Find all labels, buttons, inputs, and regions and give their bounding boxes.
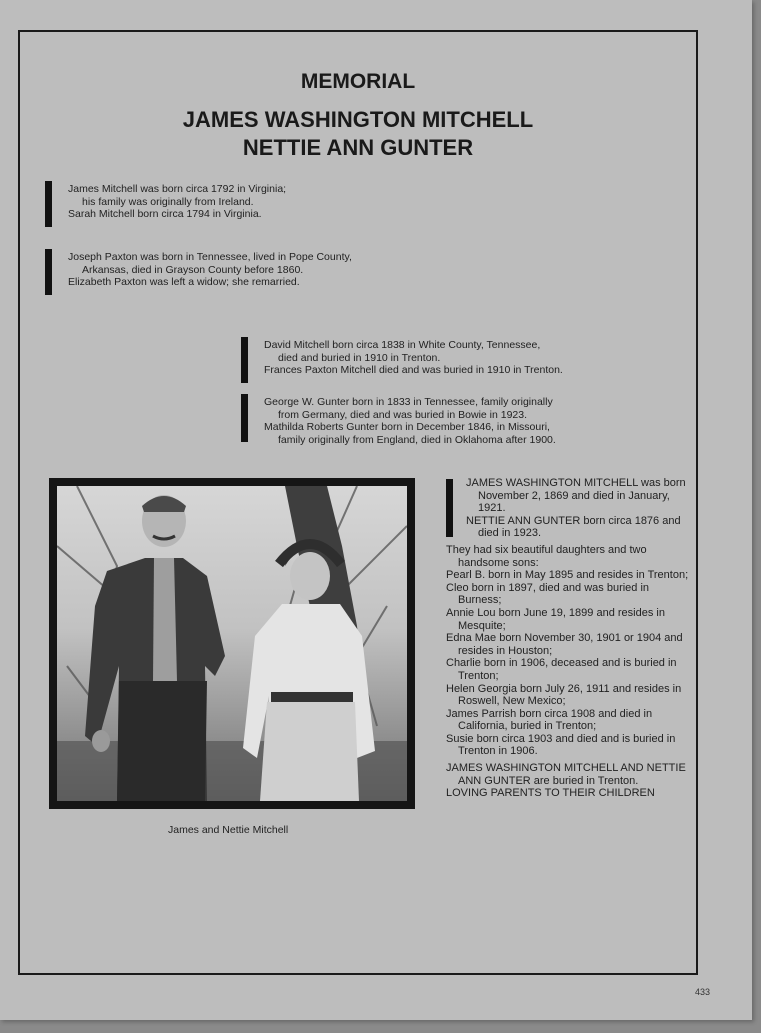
block-line: Mathilda Roberts Gunter born in December 1846, in Missouri,	[264, 421, 550, 433]
child-entry: Pearl B. born in May 1895 and resides in Trenton;	[446, 569, 689, 582]
burial-note: JAMES WASHINGTON MITCHELL AND NETTIE ANN GUNTER are buried in Trenton.	[446, 762, 686, 787]
block-line: his family was originally from Ireland.	[82, 195, 254, 208]
family-narrative	[446, 477, 691, 800]
name-heading-nettie: NETTIE ANN GUNTER	[242, 135, 474, 160]
name-heading-james: JAMES WASHINGTON MITCHELL	[182, 107, 534, 132]
child-entry: Helen Georgia born July 26, 1911 and resides in Roswell, New Mexico;	[446, 682, 682, 708]
block-bar	[241, 337, 248, 383]
memorial-heading: MEMORIAL	[300, 70, 416, 93]
photo-caption: James and Nettie Mitchell	[168, 824, 289, 836]
ancestry-block-gunter	[241, 396, 556, 446]
portrait-photo	[57, 486, 407, 801]
closing-motto: LOVING PARENTS TO THEIR CHILDREN	[446, 787, 655, 800]
block-line: Arkansas, died in Grayson County before 1860.	[82, 263, 304, 276]
child-entry: Charlie born in 1906, deceased and is buried in Trenton;	[446, 657, 677, 682]
narrative-header	[446, 477, 691, 540]
child-entry: Edna Mae born November 30, 1901 or 1904 and resides in Houston;	[446, 632, 683, 657]
block-line: family originally from England, died in Oklahoma after 1900.	[278, 433, 556, 446]
block-line: died and buried in 1910 in Trenton.	[278, 351, 441, 364]
block-line: from Germany, died and was buried in Bowie in 1923.	[278, 408, 528, 421]
narrative-line: JAMES WASHINGTON MITCHELL was born November 2, 1869 and died in January, 1921.	[466, 477, 686, 515]
page-number: 433	[695, 987, 711, 997]
child-entry: James Parrish born circa 1908 and died in California, buried in Trenton;	[446, 707, 653, 733]
block-line: Frances Paxton Mitchell died and was buried in 1910 in Trenton.	[264, 364, 563, 376]
narrative-line: NETTIE ANN GUNTER born circa 1876 and died in 1923.	[466, 514, 681, 540]
child-entry: Annie Lou born June 19, 1899 and resides in Mesquite;	[446, 606, 665, 632]
child-entry: Susie born circa 1903 and died and is buried in Trenton in 1906.	[446, 732, 676, 758]
block-line: Elizabeth Paxton was left a widow; she remarried.	[68, 276, 300, 288]
block-line: David Mitchell born circa 1838 in White County, Tennessee,	[264, 339, 541, 351]
block-line: George W. Gunter born in 1833 in Tennessee, family originally	[264, 396, 553, 408]
block-line: James Mitchell was born circa 1792 in Virginia;	[68, 183, 287, 195]
photo-illustration	[57, 486, 407, 801]
block-bar	[446, 479, 453, 537]
ancestry-block-mitchell	[45, 183, 286, 221]
block-line: Sarah Mitchell born circa 1794 in Virginia.	[68, 208, 262, 220]
narrative-intro: They had six beautiful daughters and two handsome sons:	[446, 543, 647, 569]
block-bar	[241, 394, 248, 442]
ancestry-block-paxton	[45, 251, 352, 289]
child-entry: Cleo born in 1897, died and was buried in Burness;	[446, 581, 650, 607]
photo-frame	[49, 478, 415, 809]
block-line: Joseph Paxton was born in Tennessee, lived in Pope County,	[68, 251, 352, 263]
block-bar	[45, 181, 52, 227]
block-bar	[45, 249, 52, 295]
ancestry-block-david-mitchell	[241, 339, 563, 377]
